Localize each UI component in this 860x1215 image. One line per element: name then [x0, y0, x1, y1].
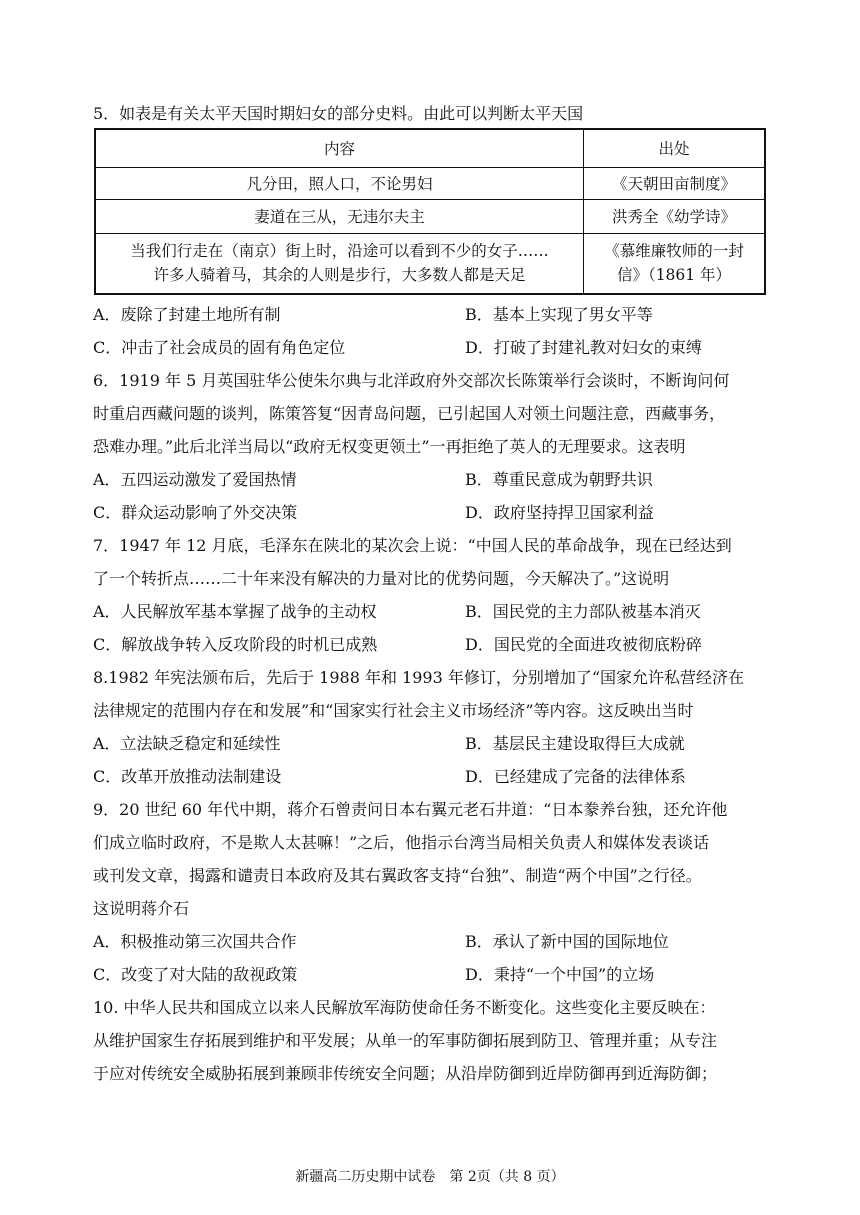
q8-option-b: B．基层民主建设取得巨大成就 — [465, 734, 685, 753]
q7-line: 了一个转折点……二十年来没有解决的力量对比的优势问题，今天解决了。”这说明 — [93, 569, 670, 588]
q6-line: 时重启西藏问题的谈判，陈策答复“因青岛问题，已引起国人对领土问题注意，西藏事务， — [93, 404, 726, 423]
q6-option-c: C．群众运动影响了外交决策 — [93, 503, 298, 522]
q7-option-b: B．国民党的主力部队被基本消灭 — [465, 602, 701, 621]
q6-option-b: B．尊重民意成为朝野共识 — [465, 470, 653, 489]
table-row — [95, 199, 765, 233]
row1-source: 《天朝田亩制度》 — [584, 167, 766, 199]
q9-line: 这说明蒋介石 — [93, 899, 190, 918]
row2-content: 妻道在三从，无违尔夫主 — [95, 199, 584, 233]
q5-option-b: B．基本上实现了男女平等 — [465, 305, 653, 324]
q10-line: 10. 中华人民共和国成立以来人民解放军海防使命任务不断变化。这些变化主要反映在： — [93, 998, 716, 1017]
q9-option-a: A．积极推动第三次国共合作 — [93, 932, 297, 951]
q8-line: 法律规定的范围内存在和发展”和“国家实行社会主义市场经济”等内容。这反映出当时 — [93, 701, 694, 720]
header-content: 内容 — [95, 129, 584, 167]
table-row — [95, 167, 765, 199]
q5-option-c: C．冲击了社会成员的固有角色定位 — [93, 338, 346, 357]
row1-content: 凡分田，照人口，不论男妇 — [95, 167, 584, 199]
q9-option-b: B．承认了新中国的国际地位 — [465, 932, 669, 951]
q8-option-d: D．已经建成了完备的法律体系 — [465, 767, 686, 786]
q6-option-d: D．政府坚持捍卫国家利益 — [465, 503, 654, 522]
q6-line: 6．1919 年 5 月英国驻华公使朱尔典与北洋政府外交部次长陈策举行会谈时，不断询问何 — [93, 371, 730, 390]
row3-content-line2: 许多人骑着马，其余的人则是步行，大多数人都是天足 — [153, 266, 526, 285]
row3-content-line1: 当我们行走在（南京）街上时，沿途可以看到不少的女子…… — [130, 242, 549, 261]
q7-option-d: D．国民党的全面进攻被彻底粉碎 — [465, 635, 702, 654]
table-header-row — [95, 129, 765, 167]
q9-line: 或刊发文章，揭露和谴责日本政府及其右翼政客支持“台独”、制造“两个中国”之行径。 — [93, 866, 702, 885]
q6-option-a: A．五四运动激发了爱国热情 — [93, 470, 297, 489]
q7-line: 7．1947 年 12 月底，毛泽东在陕北的某次会上说：“中国人民的革命战争，现在已经达到 — [93, 536, 732, 555]
table-row — [95, 233, 765, 294]
q5-stem: 5．如表是有关太平天国时期妇女的部分史料。由此可以判断太平天国 — [93, 104, 584, 123]
row3-source — [584, 233, 766, 294]
q8-option-c: C．改革开放推动法制建设 — [93, 767, 282, 786]
q9-option-d: D．秉持“一个中国”的立场 — [465, 965, 655, 984]
q9-line: 们成立临时政府，不是欺人太甚嘛！”之后，他指示台湾当局相关负责人和媒体发表谈话 — [93, 833, 710, 852]
page-footer: 新疆高二历史期中试卷 第 2页（共 8 页） — [295, 1169, 565, 1185]
q9-line: 9．20 世纪 60 年代中期，蒋介石曾责问日本右翼元老石井道：“日本豢养台独，还允许他 — [93, 800, 728, 819]
q8-line: 8.1982 年宪法颁布后，先后于 1988 年和 1993 年修订，分别增加了“国家允许私营经济在 — [93, 668, 745, 687]
row3-source-line1: 《慕维廉牧师的一封 — [604, 242, 744, 261]
q10-line: 从维护国家生存拓展到维护和平发展；从单一的军事防御拓展到防卫、管理并重；从专注 — [93, 1031, 718, 1050]
q8-option-a: A．立法缺乏稳定和延续性 — [93, 734, 281, 753]
row2-source: 洪秀全《幼学诗》 — [584, 199, 766, 233]
q5-option-d: D．打破了封建礼教对妇女的束缚 — [465, 338, 702, 357]
row3-source-line2: 信》（1861 年） — [616, 266, 732, 285]
header-source: 出处 — [584, 129, 766, 167]
q5-option-a: A．废除了封建土地所有制 — [93, 305, 281, 324]
q6-line: 恐难办理。”此后北洋当局以“政府无权变更领土”一再拒绝了英人的无理要求。这表明 — [93, 437, 686, 456]
q5-source-table — [94, 128, 766, 295]
q9-option-c: C．改变了对大陆的敌视政策 — [93, 965, 298, 984]
q7-option-a: A．人民解放军基本掌握了战争的主动权 — [93, 602, 377, 621]
row3-content — [95, 233, 584, 294]
q7-option-c: C．解放战争转入反攻阶段的时机已成熟 — [93, 635, 378, 654]
q10-line: 于应对传统安全威胁拓展到兼顾非传统安全问题；从沿岸防御到近岸防御再到近海防御； — [93, 1064, 718, 1083]
